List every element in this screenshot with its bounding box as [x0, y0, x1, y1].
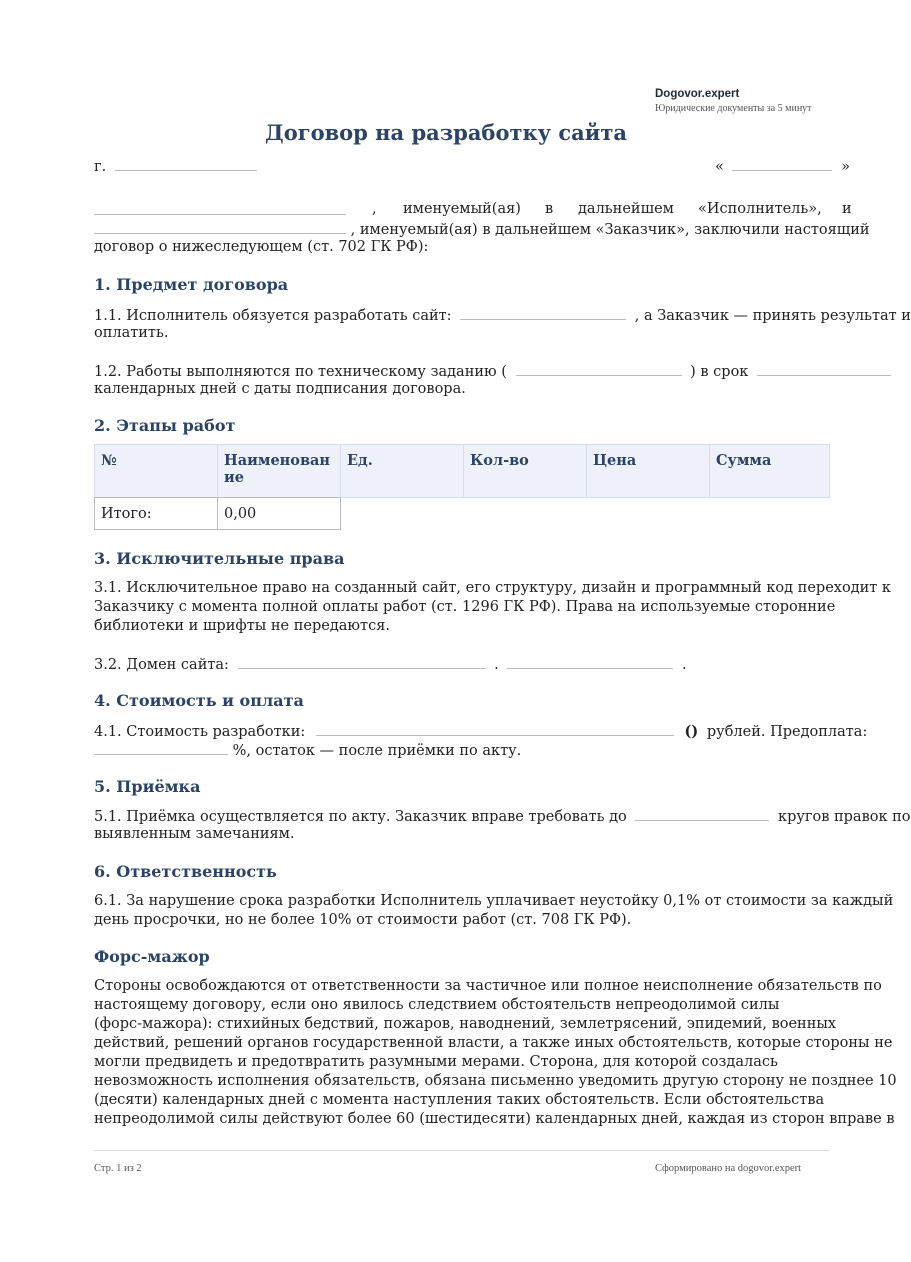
- domain-zone-field[interactable]: [507, 654, 673, 669]
- clause-text: невозможность исполнения обязательств, обязана письменно уведомить другую сторону не позднее 10: [94, 1073, 897, 1089]
- parties-word: именуемый(ая): [403, 201, 521, 217]
- clause-5-1: [94, 806, 911, 827]
- clause-text: 5.1. Приёмка осуществляется по акту. Заказчик вправе требовать до: [94, 809, 627, 825]
- date-close: »: [841, 159, 850, 175]
- date-open: «: [715, 159, 724, 175]
- clause-text: день просрочки, но не более 10% от стоимости работ (ст. 708 ГК РФ).: [94, 912, 632, 928]
- section-heading: 1. Предмет договора: [94, 275, 289, 294]
- city-row: [94, 156, 257, 177]
- parties-comma: ,: [372, 201, 377, 217]
- clause-text: 4.1. Стоимость разработки:: [94, 724, 306, 740]
- clause-text: календарных дней с даты подписания договора.: [94, 381, 466, 397]
- clause-text: действий, решений органов государственной власти, а также иных обстоятельств, которые стороны не: [94, 1035, 893, 1051]
- clause-text: ) в срок: [690, 364, 749, 380]
- page-number: Стр. 1 из 2: [94, 1163, 142, 1174]
- parties-text: , именуемый(ая) в дальнейшем «Заказчик», заключили настоящий: [350, 222, 870, 238]
- clause-text: .: [494, 657, 499, 673]
- city-field[interactable]: [115, 156, 257, 171]
- clause-text: 3.1. Исключительное право на созданный сайт, его структуру, дизайн и программный код переходит к: [94, 580, 891, 596]
- clause-text: могли предвидеть и предотвратить разумными мерами. Сторона, для которой создалась: [94, 1054, 778, 1070]
- parties-line-2: [94, 219, 870, 240]
- clause-1-1: [94, 305, 911, 326]
- column-header: Цена: [587, 445, 710, 498]
- section-heading: Форс-мажор: [94, 947, 210, 966]
- parties-line-3: договор о нижеследующем (ст. 702 ГК РФ):: [94, 239, 429, 255]
- clause-text: настоящему договору, если оно явилось следствием обстоятельств непреодолимой силы: [94, 997, 780, 1013]
- clause-text: (десяти) календарных дней с момента наступления таких обстоятельств. Если обстоятельства: [94, 1092, 825, 1108]
- section-heading: 2. Этапы работ: [94, 416, 236, 435]
- clause-text: оплатить.: [94, 325, 169, 341]
- clause-4-1: [94, 721, 867, 742]
- brand-block: [655, 88, 812, 114]
- clause-1-2: [94, 361, 891, 382]
- column-header: Наименован ие: [218, 445, 341, 498]
- domain-name-field[interactable]: [238, 654, 486, 669]
- section-heading: 5. Приёмка: [94, 777, 201, 796]
- total-label: Итого:: [95, 498, 218, 530]
- column-header: Кол-во: [464, 445, 587, 498]
- parties-word: дальнейшем: [578, 201, 674, 217]
- brand-name[interactable]: Dogovor.expert: [655, 88, 740, 100]
- city-prefix: г.: [94, 159, 107, 175]
- column-header: Ед.: [341, 445, 464, 498]
- prepayment-field[interactable]: [94, 740, 228, 755]
- clause-text: 6.1. За нарушение срока разработки Исполнитель уплачивает неустойку 0,1% от стоимости за каждый: [94, 893, 894, 909]
- clause-text: 3.2. Домен сайта:: [94, 657, 229, 673]
- clause-4-1-cont: [94, 740, 521, 761]
- clause-3-2: [94, 654, 687, 675]
- parties-line-1: [94, 200, 852, 221]
- price-words: (): [684, 723, 699, 740]
- clause-text: кругов правок по: [778, 809, 911, 825]
- column-header: Сумма: [710, 445, 830, 498]
- spec-field[interactable]: [516, 361, 682, 376]
- parties-word: и: [842, 201, 852, 217]
- executor-name-field[interactable]: [94, 200, 346, 215]
- revisions-field[interactable]: [635, 806, 769, 821]
- clause-text: .: [681, 657, 687, 673]
- term-field[interactable]: [757, 361, 891, 376]
- total-value: 0,00: [218, 498, 341, 530]
- clause-text: библиотеки и шрифты не передаются.: [94, 618, 390, 634]
- clause-text: (форс-мажора): стихийных бедствий, пожаров, наводнений, землетрясений, эпидемий, военных: [94, 1016, 837, 1032]
- table-header-row: [95, 445, 830, 498]
- footer-divider: [94, 1150, 830, 1151]
- clause-text: непреодолимой силы действуют более 60 (шестидесяти) календарных дней, каждая из сторон вправе в: [94, 1111, 895, 1127]
- date-field[interactable]: [732, 156, 832, 171]
- clause-text: Заказчику с момента полной оплаты работ (ст. 1296 ГК РФ). Права на используемые сторонние: [94, 599, 836, 615]
- parties-word: в: [545, 201, 554, 217]
- total-table: [94, 497, 341, 530]
- clause-text: %, остаток — после приёмки по акту.: [232, 743, 522, 759]
- brand-tagline: Юридические документы за 5 минут: [655, 103, 812, 114]
- clause-text: выявленным замечаниям.: [94, 826, 295, 842]
- stages-table: [94, 444, 830, 498]
- clause-text: рублей. Предоплата:: [706, 724, 868, 740]
- site-field[interactable]: [460, 305, 626, 320]
- table-row: [95, 498, 341, 530]
- parties-word: «Исполнитель»,: [698, 201, 822, 217]
- section-heading: 6. Ответственность: [94, 862, 277, 881]
- price-field[interactable]: [316, 721, 674, 736]
- customer-name-field[interactable]: [94, 219, 346, 234]
- clause-text: Стороны освобождаются от ответственности за частичное или полное неисполнение обязательств по: [94, 978, 882, 994]
- document-title: Договор на разработку сайта: [265, 120, 627, 145]
- section-heading: 4. Стоимость и оплата: [94, 691, 304, 710]
- date-row: [715, 156, 850, 177]
- clause-text: 1.1. Исполнитель обязуется разработать сайт:: [94, 308, 452, 324]
- clause-text: , а Заказчик — принять результат и: [634, 308, 911, 324]
- footer-generated: Сформировано на dogovor.expert: [655, 1163, 802, 1174]
- clause-text: 1.2. Работы выполняются по техническому заданию (: [94, 364, 507, 380]
- column-header: №: [95, 445, 218, 498]
- section-heading: 3. Исключительные права: [94, 549, 345, 568]
